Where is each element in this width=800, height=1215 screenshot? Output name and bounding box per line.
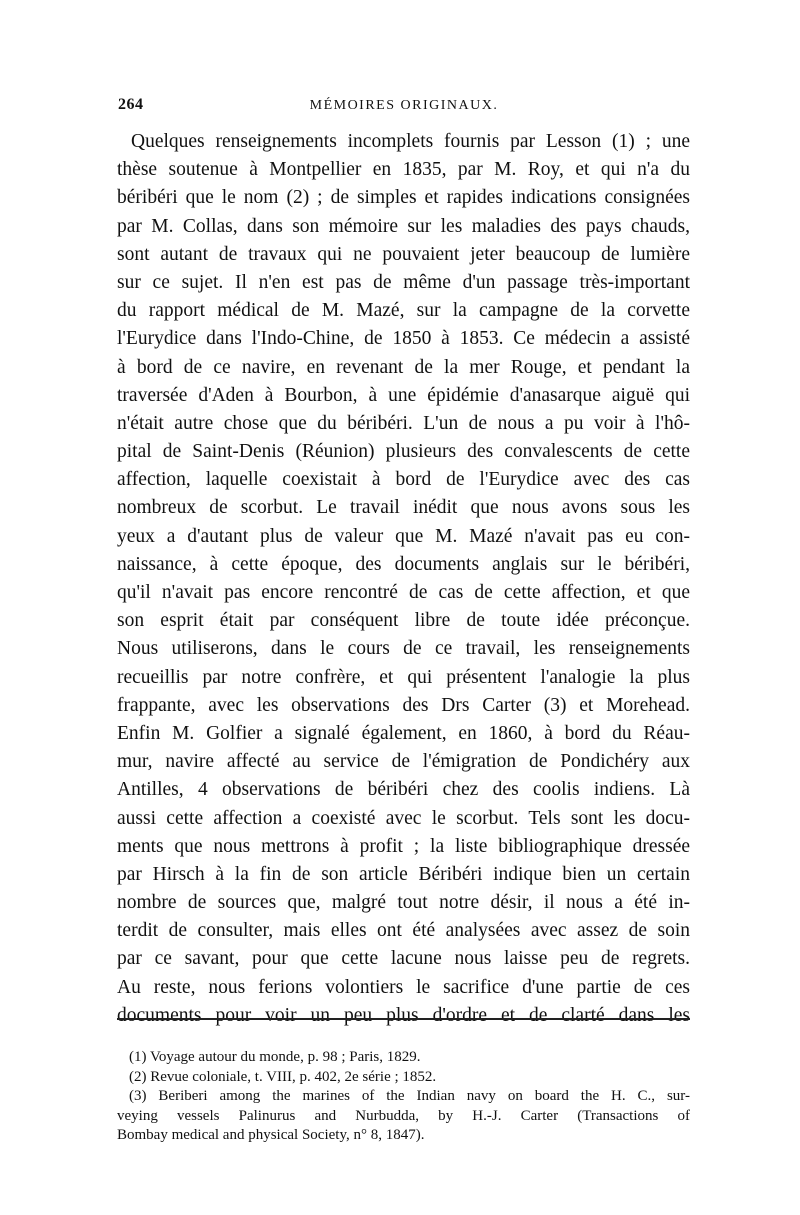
body-line: naissance, à cette époque, des documents anglais sur le béribéri, xyxy=(117,553,690,575)
body-line: Au reste, nous ferions volontiers le sacrifice d'une partie de ces xyxy=(117,976,690,998)
body-line: recueillis par notre confrère, et qui présentent l'analogie la plus xyxy=(117,666,690,688)
body-line: à bord de ce navire, en revenant de la mer Rouge, et pendant la xyxy=(117,356,690,378)
body-line: son esprit était par conséquent libre de toute idée préconçue. xyxy=(117,610,690,632)
body-line: Nous utiliserons, dans le cours de ce travail, les renseignements xyxy=(117,638,690,660)
body-line: sont autant de travaux qui ne pouvaient jeter beaucoup de lumière xyxy=(117,243,690,265)
body-line: l'Eurydice dans l'Indo-Chine, de 1850 à 1853. Ce médecin a assisté xyxy=(117,328,690,350)
body-line: par ce savant, pour que cette lacune nous laisse peu de regrets. xyxy=(117,948,690,970)
running-head: MÉMOIRES ORIGINAUX. xyxy=(309,98,499,113)
body-line: frappante, avec les observations des Drs Carter (3) et Morehead. xyxy=(117,694,690,716)
body-line: nombre de sources que, malgré tout notre désir, il nous a été in- xyxy=(117,892,690,914)
body-line: sur ce sujet. Il n'en est pas de même d'un passage très-important xyxy=(117,271,690,293)
body-line: yeux a d'autant plus de valeur que M. Mazé n'avait pas eu con- xyxy=(117,525,690,547)
body-line: par M. Collas, dans son mémoire sur les maladies des pays chauds, xyxy=(117,215,690,237)
body-line: traversée d'Aden à Bourbon, à une épidémie d'anasarque aiguë qui xyxy=(117,384,690,406)
body-line: terdit de consulter, mais elles ont été analysées avec assez de soin xyxy=(117,920,690,942)
footnote: (1) Voyage autour du monde, p. 98 ; Paris, 1829. xyxy=(129,1049,421,1065)
footnote: (2) Revue coloniale, t. VIII, p. 402, 2e série ; 1852. xyxy=(129,1068,437,1085)
page-number: 264 xyxy=(118,96,144,113)
body-line: Quelques renseignements incomplets fournis par Lesson (1) ; une xyxy=(131,131,690,152)
body-line: thèse soutenue à Montpellier en 1835, par M. Roy, et qui n'a du xyxy=(117,159,690,181)
body-text xyxy=(117,128,690,1030)
footnotes xyxy=(117,1048,690,1146)
body-line: nombreux de scorbut. Le travail inédit que nous avons sous les xyxy=(117,497,690,519)
body-line: affection, laquelle coexistait à bord de l'Eurydice avec des cas xyxy=(117,469,690,491)
body-line: Antilles, 4 observations de béribéri chez des coolis indiens. Là xyxy=(117,779,690,801)
body-line: documents pour voir un peu plus d'ordre et de clarté dans les xyxy=(117,1004,690,1026)
body-line: par Hirsch à la fin de son article Béribéri indique bien un certain xyxy=(117,863,690,885)
body-line: pital de Saint-Denis (Réunion) plusieurs des convalescents de cette xyxy=(117,441,690,463)
page-header xyxy=(118,96,690,122)
body-line: qu'il n'avait pas encore rencontré de cas de cette affection, et que xyxy=(117,582,690,603)
body-line: Enfin M. Golfier a signalé également, en 1860, à bord du Réau- xyxy=(117,722,690,744)
footnote-rule xyxy=(117,1018,690,1020)
body-line: béribéri que le nom (2) ; de simples et rapides indications consignées xyxy=(117,187,690,209)
body-line: n'était autre chose que du béribéri. L'un de nous a pu voir à l'hô- xyxy=(117,412,690,434)
footnote-continuation: Bombay medical and physical Society, n° 8, 1847). xyxy=(117,1127,425,1143)
footnote: (3) Beriberi among the marines of the Indian navy on board the H. C., sur- xyxy=(129,1088,690,1104)
body-line: ments que nous mettrons à profit ; la liste bibliographique dressée xyxy=(117,835,690,857)
body-line: mur, navire affecté au service de l'émigration de Pondichéry aux xyxy=(117,751,690,773)
body-line: du rapport médical de M. Mazé, sur la campagne de la corvette xyxy=(117,300,690,322)
footnote-continuation: veying vessels Palinurus and Nurbudda, by H.-J. Carter (Transactions of xyxy=(117,1107,690,1124)
body-line: aussi cette affection a coexisté avec le scorbut. Tels sont les docu- xyxy=(117,807,690,829)
